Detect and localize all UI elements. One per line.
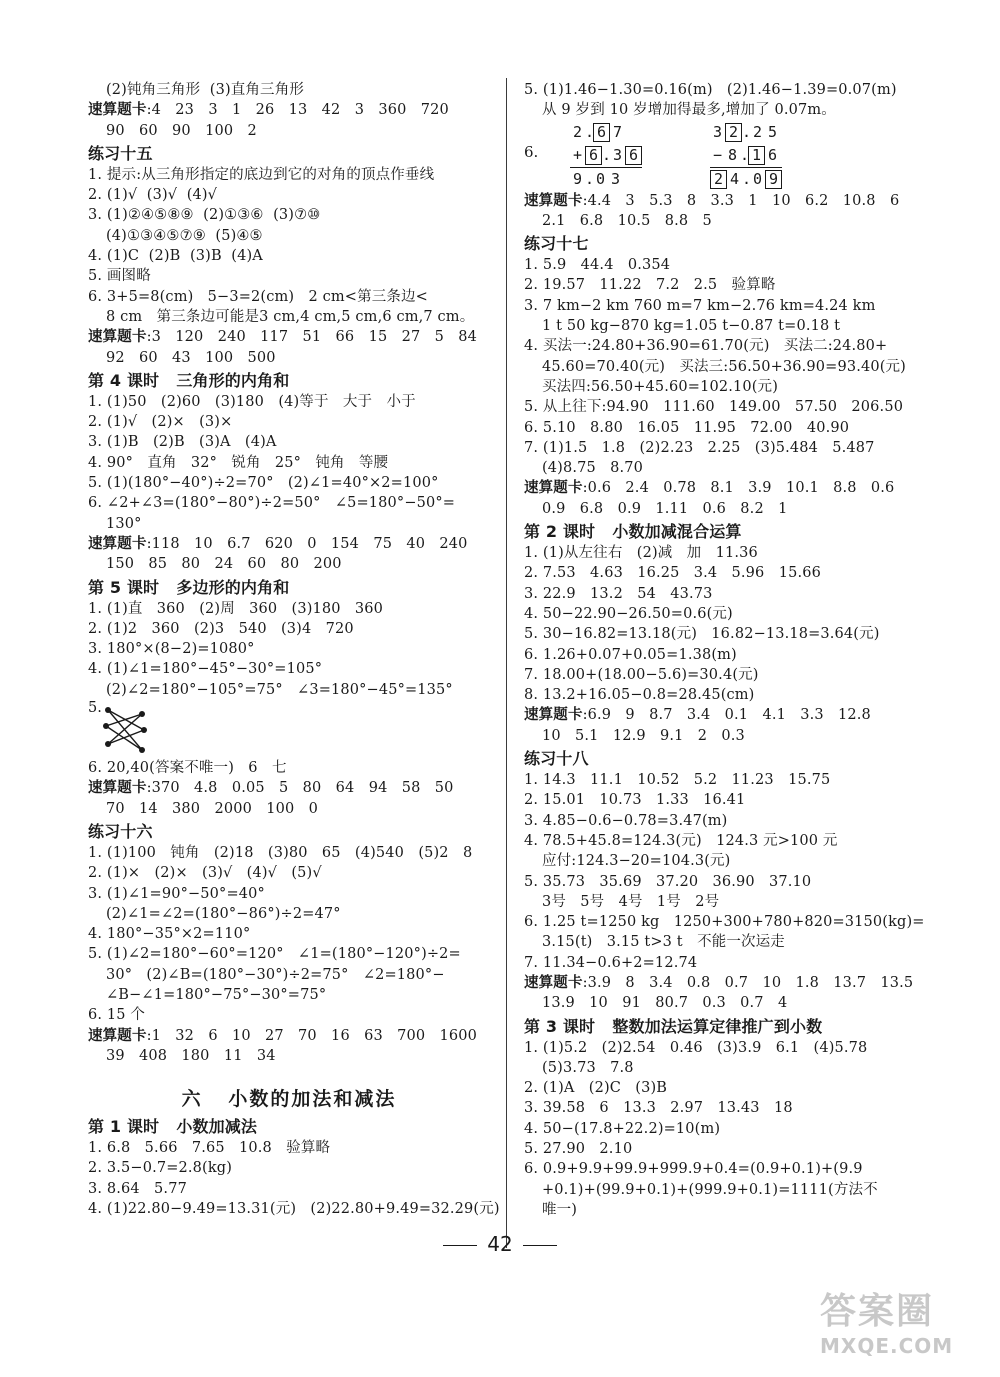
- answer-box: 6: [593, 123, 610, 142]
- quick-calc-label: 速算题卡: [88, 535, 147, 552]
- right-column: [524, 80, 934, 1220]
- answer-line: 5. 27.90 2.10: [524, 1141, 633, 1158]
- answer-line: +0.1)+(99.9+0.1)+(999.9+0.1)=1111(方法不: [542, 1181, 878, 1198]
- answer-box: 2: [725, 123, 742, 142]
- answer-line: 3. 22.9 13.2 54 43.73: [524, 585, 713, 602]
- answer-line: 从 9 岁到 10 岁增加得最多,增加了 0.07m。: [542, 102, 836, 119]
- answer-line: 应付:124.3−20=104.3(元): [542, 853, 731, 870]
- digit: 6: [767, 145, 778, 164]
- digit: 7: [612, 122, 623, 141]
- answer-line: 2. (1)A (2)C (3)B: [524, 1080, 668, 1097]
- quick-calc-line: 速算题卡:0.6 2.4 0.78 8.1 3.9 10.1 8.8 0.6: [524, 480, 895, 497]
- question-number: 6.: [524, 142, 539, 161]
- answer-line: 92 60 43 100 500: [106, 349, 276, 366]
- digit: 5: [767, 122, 778, 141]
- watermark-logo: [820, 1290, 992, 1370]
- star-vertex-dot: [141, 727, 147, 733]
- answer-line: 4. 90° 直角 32° 锐角 25° 钝角 等腰: [88, 454, 389, 471]
- answer-line: 2. (1)2 360 (2)3 540 (3)4 720: [88, 620, 354, 637]
- answer-line: 4. (1)∠1=180°−45°−30°=105°: [88, 661, 323, 678]
- answer-line: 1. 提示:从三角形指定的底边到它的对角的顶点作垂线: [88, 166, 435, 183]
- digit: 4: [729, 169, 740, 188]
- quick-calc-line: 速算题卡:118 10 6.7 620 0 154 75 40 240: [88, 535, 468, 552]
- answer-line: 7. 11.34−0.6+2=12.74: [524, 954, 698, 971]
- vertical-calculation: [710, 121, 782, 191]
- answer-line: 3. 180°×(8−2)=1080°: [88, 641, 255, 658]
- page-number-text: 42: [487, 1232, 513, 1256]
- digit: 2: [752, 122, 763, 141]
- column-divider: [506, 78, 507, 1248]
- digit: 8: [727, 145, 738, 164]
- answer-line: 8. 13.2+16.05−0.8=28.45(cm): [524, 687, 755, 704]
- answer-line: 5. 30−16.82=13.18(元) 16.82−13.18=3.64(元): [524, 626, 880, 643]
- star-vertex-dot: [105, 707, 111, 713]
- section-heading: 第 3 课时 整数加法运算定律推广到小数: [524, 1016, 823, 1036]
- digit: .: [585, 122, 595, 141]
- left-column: [88, 80, 500, 1219]
- star-vertex-dot: [139, 747, 145, 753]
- answer-line: 买法四:56.50+45.60=102.10(元): [542, 378, 779, 395]
- answer-line: 2.1 6.8 10.5 8.8 5: [542, 212, 712, 229]
- answer-line: 2. (1)× (2)× (3)√ (4)√ (5)√: [88, 865, 322, 882]
- answer-line: 3. (1)②④⑤⑧⑨ (2)①③⑥ (3)⑦⑩: [88, 207, 321, 224]
- answer-line: 1. (1)100 钝角 (2)18 (3)80 65 (4)540 (5)2 8: [88, 844, 473, 861]
- star-drawing-figure: [88, 700, 490, 758]
- answer-line: (5)3.73 7.8: [542, 1059, 634, 1076]
- answer-line: 4. 50−(17.8+22.2)=10(m): [524, 1120, 721, 1137]
- star-vertex-dot: [103, 723, 109, 729]
- answer-line: 1. (1)从左往右 (2)减 加 11.36: [524, 545, 758, 562]
- digit: 3: [610, 169, 621, 188]
- answer-box: 6: [625, 146, 642, 165]
- digit: .: [742, 122, 752, 141]
- answer-box: 2: [710, 170, 727, 189]
- answer-line: 6. 20,40(答案不唯一) 6 七: [88, 760, 287, 777]
- answer-line: 3. 4.85−0.6−0.78=3.47(m): [524, 812, 728, 829]
- answer-line: 5. (1)(180°−40°)÷2=70° (2)∠1=40°×2=100°: [88, 475, 439, 492]
- answer-box: 1: [748, 146, 765, 165]
- quick-calc-label: 速算题卡: [524, 480, 583, 497]
- quick-calc-label: 速算题卡: [524, 192, 583, 209]
- page-number-dash-left: [443, 1245, 477, 1246]
- digit: 2: [572, 122, 583, 141]
- answer-line: 150 85 80 24 60 80 200: [106, 556, 342, 573]
- section-heading: 练习十五: [88, 143, 153, 163]
- quick-calc-label: 速算题卡: [88, 1027, 147, 1044]
- answer-line: 6. 5.10 8.80 16.05 11.95 72.00 40.90: [524, 419, 850, 436]
- answer-line: 6. 15 个: [88, 1007, 146, 1024]
- answer-line: 6. 1.25 t=1250 kg 1250+300+780+820=3150(kg)=: [524, 914, 925, 931]
- answer-line: 7. 18.00+(18.00−5.6)=30.4(元): [524, 666, 759, 683]
- quick-calc-label: 速算题卡: [88, 329, 147, 346]
- answer-line: 2. 15.01 10.73 1.33 16.41: [524, 792, 746, 809]
- calc-row-top: [710, 121, 782, 144]
- quick-calc-line: 速算题卡:370 4.8 0.05 5 80 64 94 58 50: [88, 780, 454, 797]
- digit: .: [585, 169, 595, 188]
- answer-line: 3号 5号 4号 1号 2号: [542, 893, 720, 910]
- answer-line: 唯一): [542, 1201, 578, 1218]
- watermark-domain: MXQE.COM: [820, 1334, 954, 1358]
- answer-line: 13.9 10 91 80.7 0.3 0.7 4: [542, 995, 788, 1012]
- section-heading: 第 2 课时 小数加减混合运算: [524, 522, 742, 542]
- answer-line: (2)钝角三角形 (3)直角三角形: [106, 82, 304, 98]
- answer-line: 3. (1)B (2)B (3)A (4)A: [88, 434, 277, 451]
- digit: .: [742, 169, 752, 188]
- quick-calc-label: 速算题卡: [88, 780, 147, 797]
- quick-calc-line: 速算题卡:3 120 240 117 51 66 15 27 5 84: [88, 329, 478, 346]
- quick-calc-line: 速算题卡:3.9 8 3.4 0.8 0.7 10 1.8 13.7 13.5: [524, 974, 914, 991]
- answer-line: 3.15(t) 3.15 t>3 t 不能一次运走: [542, 934, 785, 951]
- answer-line: 3. 39.58 6 13.3 2.97 13.43 18: [524, 1100, 793, 1117]
- digit: .: [602, 145, 612, 164]
- quick-calc-line: 速算题卡:1 32 6 10 27 70 16 63 700 1600: [88, 1027, 478, 1044]
- answer-line: 1. (1)50 (2)60 (3)180 (4)等于 大于 小于: [88, 393, 416, 410]
- answer-line: 1. 6.8 5.66 7.65 10.8 验算略: [88, 1140, 331, 1157]
- answer-line: 6. 3+5=8(cm) 5−3=2(cm) 2 cm<第三条边<: [88, 288, 428, 305]
- answer-line: 4. 50−22.90−26.50=0.6(元): [524, 605, 733, 622]
- answer-box: 6: [585, 146, 602, 165]
- quick-calc-line: 速算题卡:6.9 9 8.7 3.4 0.1 4.1 3.3 12.8: [524, 707, 871, 724]
- digit: 0: [752, 169, 763, 188]
- answer-line: 3. (1)∠1=90°−50°=40°: [88, 885, 265, 902]
- star-edge: [106, 714, 142, 726]
- digit: 0: [595, 169, 606, 188]
- answer-line: 6. 0.9+9.9+99.9+999.9+0.4=(0.9+0.1)+(9.9: [524, 1161, 863, 1178]
- answer-line: 3. 7 km−2 km 760 m=7 km−2.76 km=4.24 km: [524, 297, 876, 314]
- section-heading: 第 4 课时 三角形的内角和: [88, 370, 290, 390]
- answer-line: 4. 180°−35°×2=110°: [88, 926, 251, 943]
- answer-line: (2)∠2=180°−105°=75° ∠3=180°−45°=135°: [106, 681, 453, 698]
- quick-calc-line: 速算题卡:4 23 3 1 26 13 42 3 360 720: [88, 102, 449, 119]
- answer-line: 1. 5.9 44.4 0.354: [524, 257, 671, 274]
- star-line-drawing-icon: [102, 704, 150, 756]
- section-heading: 第 1 课时 小数加减法: [88, 1117, 258, 1137]
- answer-line: 1. (1)直 360 (2)周 360 (3)180 360: [88, 600, 384, 617]
- answer-line: 2. 19.57 11.22 7.2 2.5 验算略: [524, 277, 776, 294]
- answer-line: 4. (1)C (2)B (3)B (4)A: [88, 248, 263, 265]
- answer-line: 2. (1)√ (2)× (3)×: [88, 414, 233, 431]
- answer-line: 2. 7.53 4.63 16.25 3.4 5.96 15.66: [524, 565, 821, 582]
- question-number: 5.: [88, 700, 102, 717]
- quick-calc-label: 速算题卡: [524, 707, 583, 724]
- star-vertex-dot: [105, 741, 111, 747]
- answer-line: 90 60 90 100 2: [106, 122, 257, 139]
- answer-line: 70 14 380 2000 100 0: [106, 800, 319, 817]
- page-number-dash-right: [523, 1245, 557, 1246]
- answer-box: 9: [765, 170, 782, 189]
- answer-line: 4. (1)22.80−9.49=13.31(元) (2)22.80+9.49=32.29(元): [88, 1201, 500, 1218]
- unit-title: 六 小数的加法和减法: [181, 1088, 397, 1111]
- answer-line: 2. 3.5−0.7=2.8(kg): [88, 1160, 233, 1177]
- answer-line: 5. 35.73 35.69 37.20 36.90 37.10: [524, 873, 812, 890]
- digit: 3: [612, 145, 623, 164]
- answer-line: 2. (1)√ (3)√ (4)√: [88, 187, 218, 204]
- answer-line: 1. (1)5.2 (2)2.54 0.46 (3)3.9 6.1 (4)5.78: [524, 1039, 868, 1056]
- quick-calc-line: 速算题卡:4.4 3 5.3 8 3.3 1 10 6.2 10.8 6: [524, 192, 900, 209]
- answer-line: 6. ∠2+∠3=(180°−80°)÷2=50° ∠5=180°−50°=: [88, 495, 456, 512]
- answer-line: 30° (2)∠B=(180°−30°)÷2=75° ∠2=180°−: [106, 966, 445, 983]
- page-number: [0, 1232, 1000, 1256]
- digit: 9: [572, 169, 583, 188]
- star-vertex-dot: [139, 711, 145, 717]
- answer-line: 4. 78.5+45.8=124.3(元) 124.3 元>100 元: [524, 832, 838, 849]
- digit: −: [712, 145, 723, 164]
- calc-row-top: [570, 121, 642, 144]
- section-heading: 练习十八: [524, 749, 589, 769]
- quick-calc-label: 速算题卡: [524, 974, 583, 991]
- answer-line: 5. (1)∠2=180°−60°=120° ∠1=(180°−120°)÷2=: [88, 946, 461, 963]
- section-heading: 第 5 课时 多边形的内角和: [88, 577, 290, 597]
- answer-line: (4)①③④⑤⑦⑨ (5)④⑤: [106, 227, 263, 244]
- calc-row-bottom: [710, 144, 782, 167]
- digit: .: [740, 145, 750, 164]
- answer-line: 5. 画图略: [88, 268, 151, 285]
- answer-line: 0.9 6.8 0.9 1.11 0.6 8.2 1: [542, 500, 788, 517]
- calc-result: [710, 168, 782, 191]
- answer-line: 45.60=70.40(元) 买法三:56.50+36.90=93.40(元): [542, 358, 906, 375]
- answer-line: 4. 买法一:24.80+36.90=61.70(元) 买法二:24.80+: [524, 338, 888, 355]
- quick-calc-label: 速算题卡: [88, 102, 147, 119]
- answer-line: 10 5.1 12.9 9.1 2 0.3: [542, 727, 745, 744]
- answer-line: (2)∠1=∠2=(180°−86°)÷2=47°: [106, 905, 341, 922]
- answer-line: 7. (1)1.5 1.8 (2)2.23 2.25 (3)5.484 5.487: [524, 439, 875, 456]
- answer-line: 6. 1.26+0.07+0.05=1.38(m): [524, 646, 737, 663]
- answer-line: 8 cm 第三条边可能是3 cm,4 cm,5 cm,6 cm,7 cm。: [106, 308, 475, 325]
- section-heading: 练习十七: [524, 234, 589, 254]
- answer-line: 5. 从上往下:94.90 111.60 149.00 57.50 206.50: [524, 399, 904, 416]
- answer-line: ∠B−∠1=180°−75°−30°=75°: [106, 986, 327, 1003]
- vertical-calculation-block: [524, 121, 934, 191]
- calc-result: [570, 168, 642, 191]
- answer-line: 3. 8.64 5.77: [88, 1180, 187, 1197]
- digit: 3: [712, 122, 723, 141]
- digit: +: [572, 145, 583, 164]
- answer-line: (4)8.75 8.70: [542, 460, 644, 477]
- answer-line: 1. 14.3 11.1 10.52 5.2 11.23 15.75: [524, 772, 831, 789]
- vertical-calculation: [570, 121, 642, 191]
- answer-line: 5. (1)1.46−1.30=0.16(m) (2)1.46−1.39=0.07(m): [524, 82, 897, 98]
- answer-line: 1 t 50 kg−870 kg=1.05 t−0.87 t=0.18 t: [542, 318, 841, 335]
- answer-line: 39 408 180 11 34: [106, 1047, 276, 1064]
- section-heading: 练习十六: [88, 821, 153, 841]
- watermark-main: 答案圈: [820, 1291, 935, 1332]
- calc-row-bottom: [570, 144, 642, 167]
- answer-line: 130°: [106, 515, 142, 532]
